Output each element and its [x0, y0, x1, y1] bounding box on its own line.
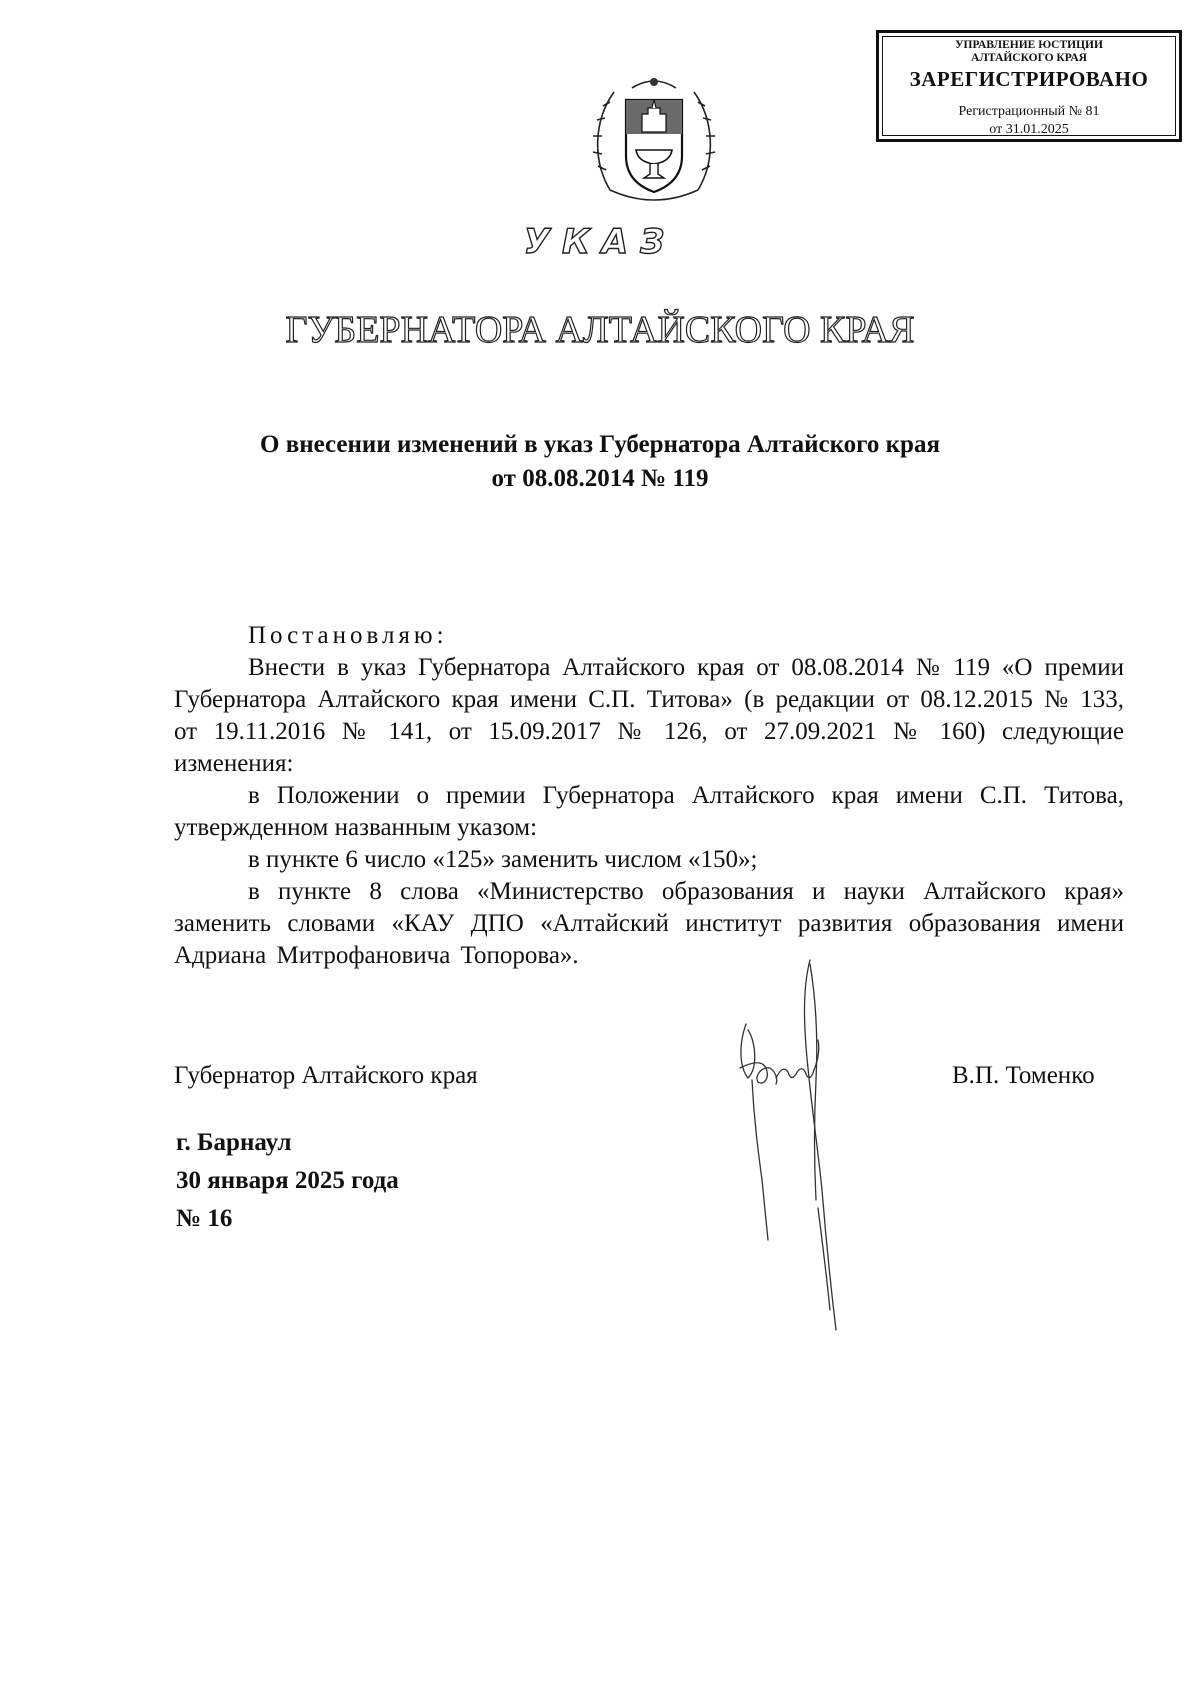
signatory-name: В.П. Томенко — [952, 1062, 1095, 1089]
paragraph-1: Внести в указ Губернатора Алтайского края от 08.08.2014 № 119 «О премии Губернатора Алтайского края имени С.П. Титова» (в редакции от 08.12.2015 № 133, от 19.11.2016 № 141, от 15.09.2017 № 126, от 27.09.2021 № 160) следующие изменения: — [174, 654, 1124, 777]
coat-of-arms-icon — [592, 70, 716, 206]
issuer: ГУБЕРНАТОРА АЛТАЙСКОГО КРАЯ — [285, 309, 915, 351]
stamp-organization — [879, 39, 1179, 65]
title-line2: от 08.08.2014 № 119 — [491, 465, 709, 492]
stamp-reg-number: Регистрационный № 81 — [958, 104, 1100, 119]
paragraph-2: в Положении о премии Губернатора Алтайского края имени С.П. Титова, утвержденном названным указом: — [174, 782, 1124, 841]
document-title — [0, 428, 1200, 496]
stamp-status: ЗАРЕГИСТРИРОВАНО — [909, 67, 1149, 91]
paragraph-4: в пункте 8 слова «Министерство образования и науки Алтайского края» заменить словами «КАУ ДПО «Алтайский институт развития образования имени Адриана Митрофановича Топорова». — [174, 878, 1124, 969]
title-line1: О внесении изменений в указ Губернатора Алтайского края — [260, 431, 940, 458]
place-date-number — [176, 1124, 399, 1238]
document-body — [174, 620, 1124, 972]
stamp-org-line2: АЛТАЙСКОГО КРАЯ — [971, 52, 1087, 64]
city: г. Барнаул — [176, 1129, 292, 1156]
signatory-position: Губернатор Алтайского края — [174, 1062, 478, 1089]
registration-stamp — [876, 30, 1182, 142]
paragraph-3: в пункте 6 число «125» заменить числом «150»; — [248, 846, 758, 873]
document-type: УКАЗ — [523, 222, 677, 262]
document-number: № 16 — [176, 1205, 233, 1232]
stamp-reg-date: от 31.01.2025 — [989, 122, 1069, 137]
handwritten-signature — [718, 950, 868, 1340]
decree-word: Постановляю: — [248, 622, 448, 649]
stamp-org-line1: УПРАВЛЕНИЕ ЮСТИЦИИ — [955, 39, 1103, 51]
document-date: 30 января 2025 года — [176, 1167, 399, 1194]
stamp-registration — [879, 103, 1179, 139]
